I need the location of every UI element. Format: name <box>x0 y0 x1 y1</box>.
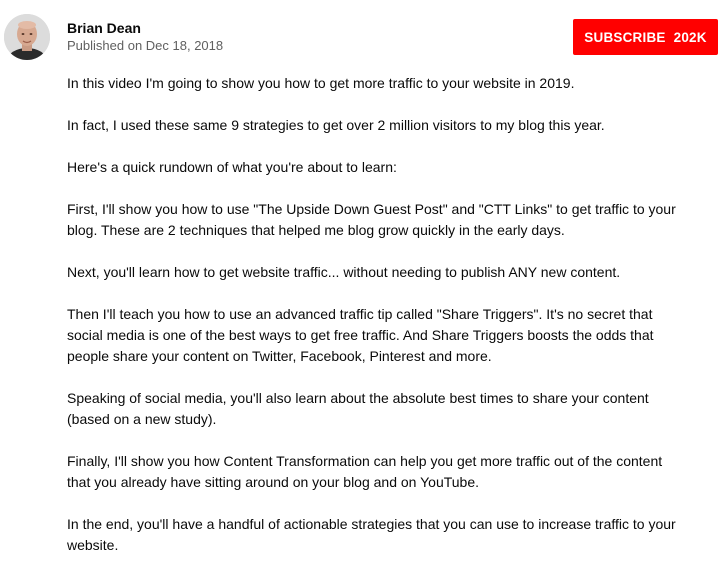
description-paragraph: In the end, you'll have a handful of actionable strategies that you can use to increase traffic to your website. <box>67 516 676 553</box>
channel-avatar[interactable] <box>4 14 50 60</box>
video-description <box>67 73 687 577</box>
channel-name[interactable]: Brian Dean <box>67 20 141 36</box>
description-paragraph: In this video I'm going to show you how to get more traffic to your website in 2019. <box>67 75 575 91</box>
subscriber-count: 202K <box>673 29 707 45</box>
description-paragraph: Finally, I'll show you how Content Transformation can help you get more traffic out of the content that you already have sitting around on your blog and on YouTube. <box>67 453 663 490</box>
publish-date: Published on Dec 18, 2018 <box>67 38 224 53</box>
avatar-image <box>4 14 50 60</box>
description-paragraph: Next, you'll learn how to get website traffic... without needing to publish ANY new content. <box>67 264 621 280</box>
owner-info <box>67 19 223 54</box>
subscribe-button[interactable] <box>573 19 718 55</box>
description-paragraph: Then I'll teach you how to use an advanced traffic tip called "Share Triggers". It's no secret that social media is one of the best ways to get free traffic. And Share Triggers boosts the odds that people share your content on Twitter, Facebook, Pinterest and more. <box>67 306 654 364</box>
subscribe-label: SUBSCRIBE <box>584 29 666 45</box>
description-paragraph: Here's a quick rundown of what you're about to learn: <box>67 159 397 175</box>
description-paragraph: Speaking of social media, you'll also learn about the absolute best times to share your content (based on a new study). <box>67 390 649 427</box>
video-owner-header <box>0 0 728 66</box>
description-paragraph: First, I'll show you how to use "The Upside Down Guest Post" and "CTT Links" to get traffic to your blog. These are 2 techniques that helped me blog grow quickly in the early days. <box>67 201 676 238</box>
description-paragraph: In fact, I used these same 9 strategies to get over 2 million visitors to my blog this year. <box>67 117 605 133</box>
